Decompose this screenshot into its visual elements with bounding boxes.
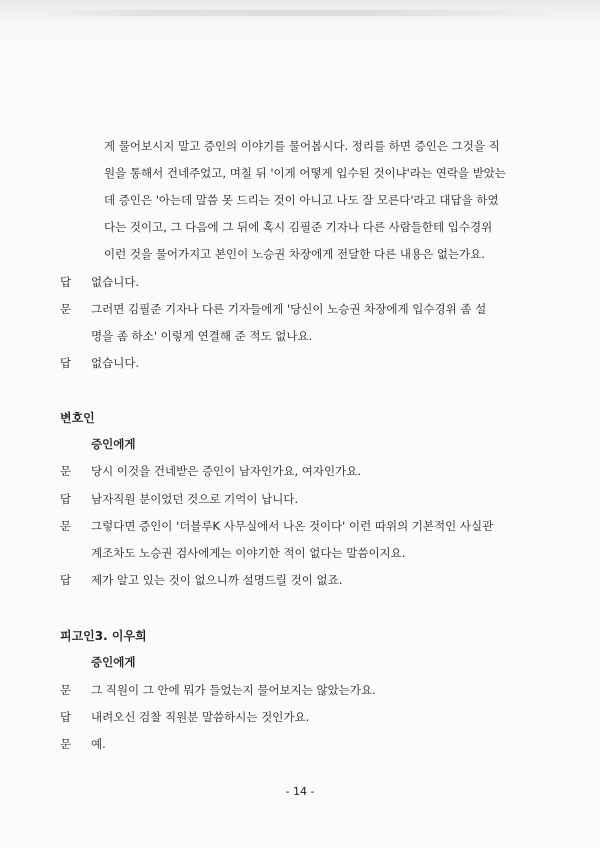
text-line: 없습니다. (91, 275, 140, 289)
speaker-mark: 답 (60, 275, 72, 289)
speaker-mark: 문 (60, 683, 72, 697)
speaker-mark: 답 (60, 356, 72, 370)
text-line: 그러면 김필준 기자나 다른 기자들에게 '당신이 노승권 차장에게 입수경위 좀 설 (91, 302, 487, 316)
text-line: 예. (91, 737, 106, 751)
speaker-mark: 문 (60, 737, 72, 751)
text-line: 명을 좀 하소' 이렇게 연결해 준 적도 없나요. (91, 329, 313, 343)
page-number: - 14 - (285, 785, 315, 798)
text-line: 남자직원 분이었던 것으로 기억이 납니다. (91, 492, 299, 506)
text-line: 그 직원이 그 안에 뭐가 들었는지 물어보지는 않았는가요. (91, 683, 376, 697)
text-line: 이런 것을 물어가지고 본인이 노승권 차장에게 전달한 다른 내용은 없는가요. (104, 247, 485, 261)
text-line: 당시 이것을 건네받은 증인이 남자인가요, 여자인가요. (91, 464, 361, 478)
speaker-mark: 문 (60, 302, 72, 316)
speaker-mark: 문 (60, 519, 72, 533)
section-title: 변호인 (60, 411, 95, 425)
section-title: 피고인3. 이우희 (60, 629, 147, 643)
text-line: 데 증인은 '아는데 말씀 못 드리는 것이 아니고 나도 잘 모른다'라고 대답을 하였 (104, 193, 499, 207)
section-subtitle: 증인에게 (91, 437, 136, 451)
speaker-mark: 문 (60, 464, 72, 478)
section-subtitle: 증인에게 (91, 655, 136, 669)
speaker-mark: 답 (60, 492, 72, 506)
text-line: 다는 것이고, 그 다음에 그 뒤에 혹시 김필준 기자나 다른 사람들한테 입수경위 (104, 220, 493, 234)
text-line: 계조차도 노승권 검사에게는 이야기한 적이 없다는 말씀이지요. (91, 546, 406, 560)
text-line: 게 물어보시지 말고 증인의 이야기를 물어봅시다. 정리를 하면 증인은 그것을 직 (104, 139, 500, 153)
text-line: 그렇다면 증인이 '더블루K 사무실에서 나온 것이다' 이런 따위의 기본적인 사실관 (91, 519, 494, 533)
text-line: 제가 알고 있는 것이 없으니까 설명드릴 것이 없죠. (91, 573, 343, 587)
text-line: 원을 통해서 건네주었고, 며칠 뒤 '이게 어떻게 입수된 것이냐'라는 연락을 받았는 (104, 166, 507, 180)
speaker-mark: 답 (60, 573, 72, 587)
text-line: 내려오신 검찰 직원분 말씀하시는 것인가요. (91, 710, 310, 724)
speaker-mark: 답 (60, 710, 72, 724)
text-line: 없습니다. (91, 356, 140, 370)
